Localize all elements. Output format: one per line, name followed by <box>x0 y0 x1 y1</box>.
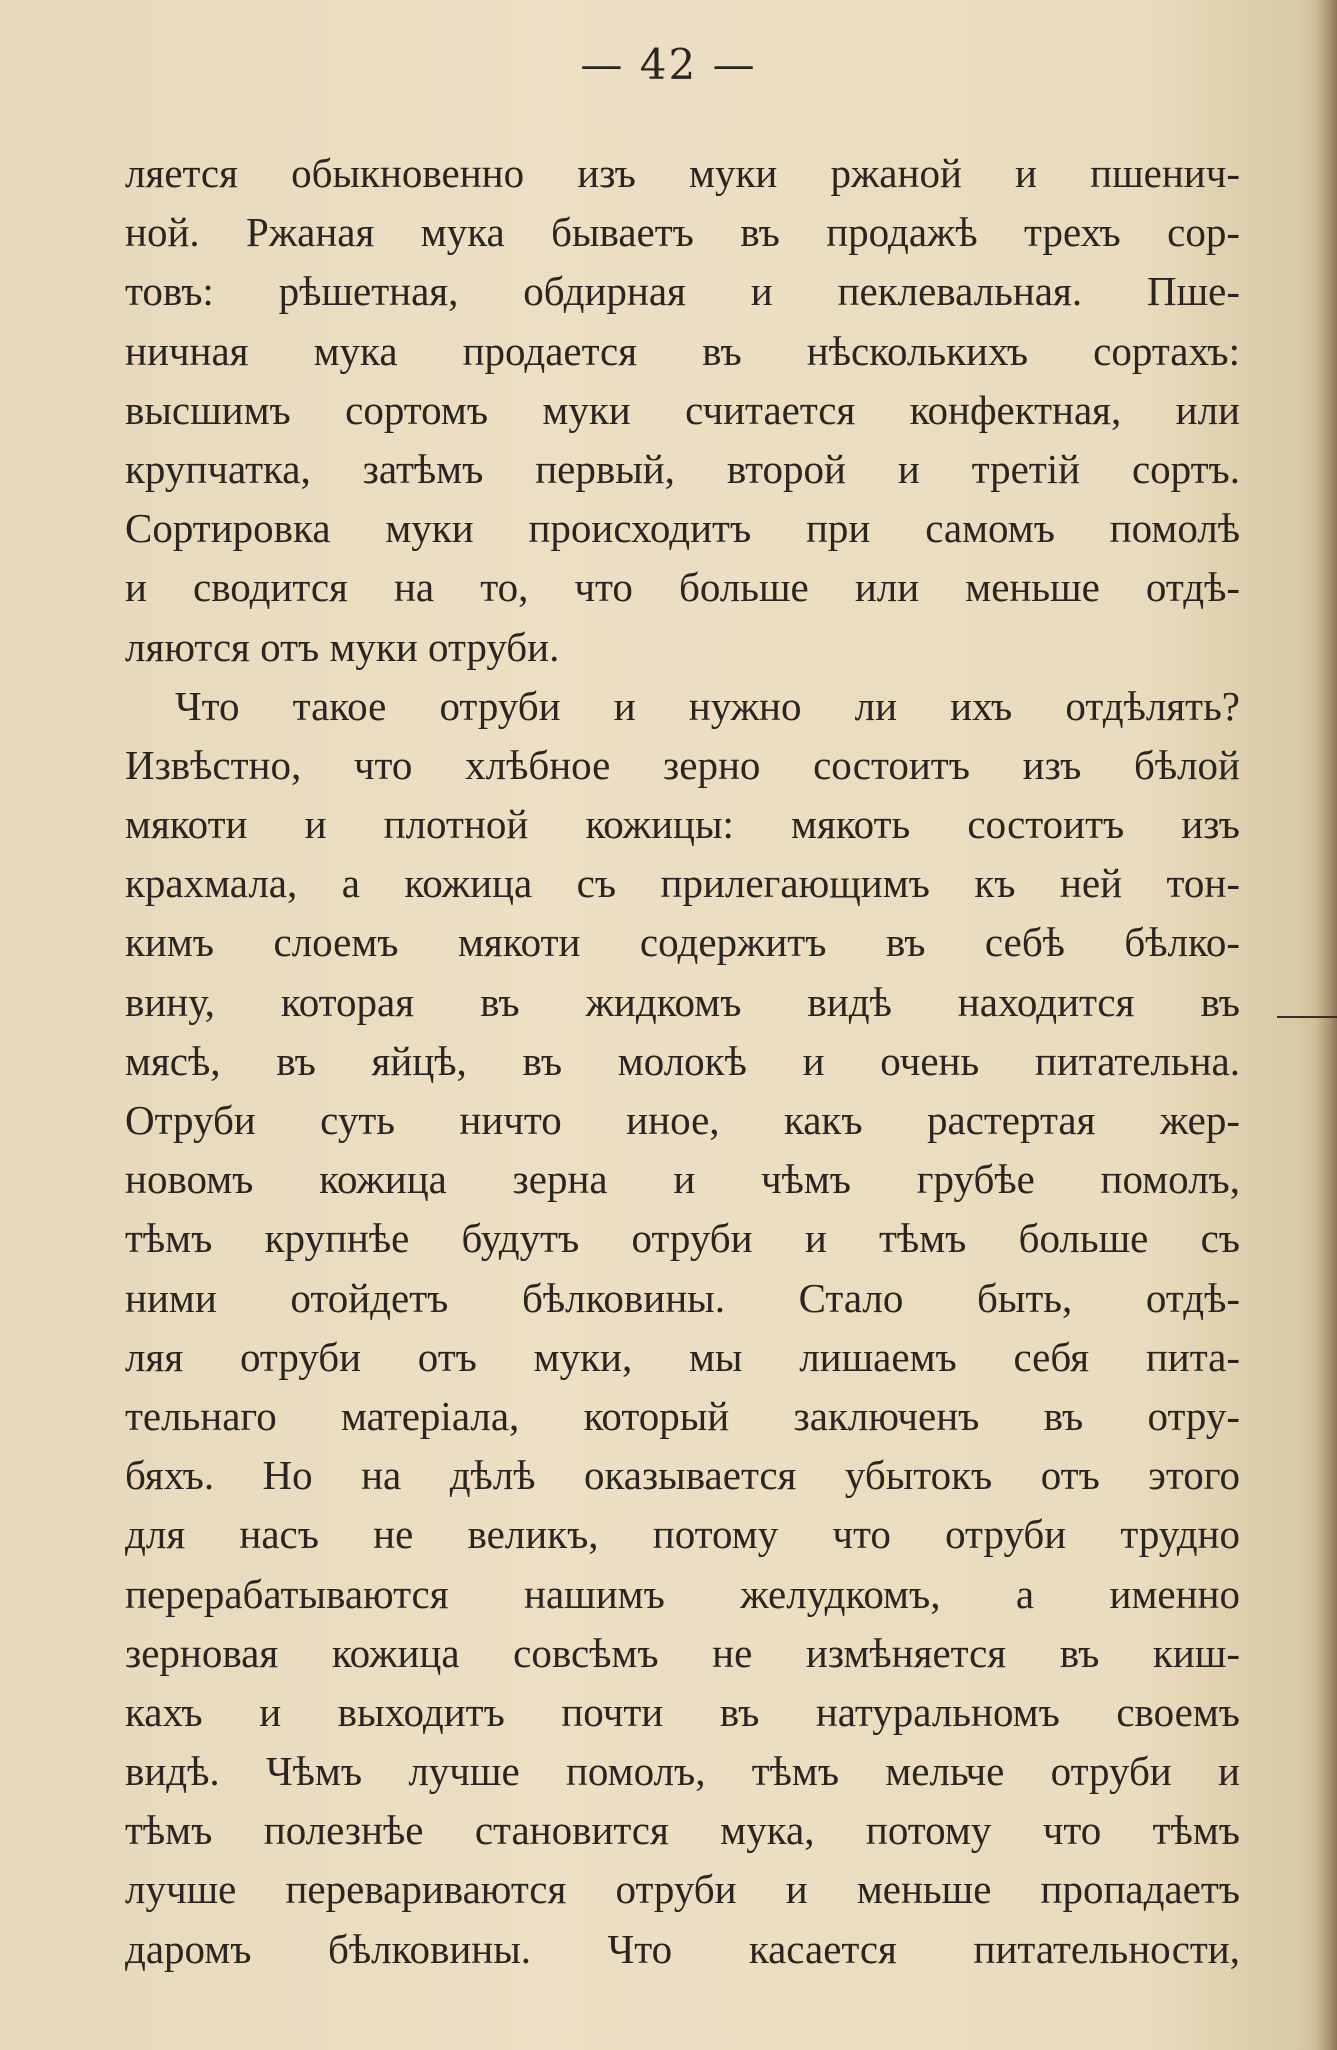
page-edge-shadow <box>1315 0 1337 2050</box>
margin-mark <box>1277 1016 1337 1018</box>
text-line: новомъ кожица зерна и чѣмъ грубѣе помолъ, <box>125 1156 1240 1203</box>
text-line: кимъ слоемъ мякоти содержитъ въ себѣ бѣлко- <box>125 919 1240 966</box>
text-line: ничная мука продается въ нѣсколькихъ сортахъ: <box>125 327 1240 374</box>
text-line: Отруби суть ничто иное, какъ растертая жер- <box>125 1097 1240 1143</box>
text-line: крахмала, а кожица съ прилегающимъ къ ней тон- <box>125 860 1240 907</box>
text-line: кахъ и выходитъ почти въ натуральномъ своемъ <box>125 1688 1240 1735</box>
page-number: — 42 — <box>580 40 757 89</box>
body-text <box>125 144 1240 1979</box>
text-line: зерновая кожица совсѣмъ не измѣняется въ киш- <box>125 1629 1240 1676</box>
text-line: тѣмъ полезнѣе становится мука, потому что тѣмъ <box>125 1807 1240 1854</box>
text-line: и сводится на то, что больше или меньше отдѣ- <box>125 564 1240 611</box>
text-line: ними отойдетъ бѣлковины. Стало быть, отдѣ- <box>125 1274 1240 1321</box>
text-line: товъ: рѣшетная, обдирная и пеклевальная. Пше- <box>125 268 1240 315</box>
text-line: ляется обыкновенно изъ муки ржаной и пшенич- <box>125 150 1240 196</box>
text-line: Извѣстно, что хлѣбное зерно состоитъ изъ бѣлой <box>125 741 1240 788</box>
text-line: для насъ не великъ, потому что отруби трудно <box>125 1511 1240 1558</box>
paragraph-start-line: Что такое отруби и нужно ли ихъ отдѣлять? <box>175 682 1240 729</box>
text-line: ной. Ржаная мука бываетъ въ продажѣ трехъ сор- <box>125 209 1240 256</box>
text-line: мякоти и плотной кожицы: мякоть состоитъ изъ <box>125 801 1240 848</box>
text-line: вину, которая въ жидкомъ видѣ находится въ <box>125 978 1240 1025</box>
text-line: Сортировка муки происходитъ при самомъ помолѣ <box>125 505 1240 552</box>
text-line: высшимъ сортомъ муки считается конфектная, или <box>125 386 1240 433</box>
text-line: видѣ. Чѣмъ лучше помолъ, тѣмъ мельче отруби и <box>125 1748 1240 1795</box>
text-line: ляя отруби отъ муки, мы лишаемъ себя пита- <box>125 1333 1240 1380</box>
text-line: перерабатываются нашимъ желудкомъ, а именно <box>125 1570 1240 1617</box>
paragraph-end-line: ляются отъ муки отруби. <box>125 623 560 670</box>
text-line: лучше перевариваются отруби и меньше пропадаетъ <box>125 1866 1240 1913</box>
text-line: мясѣ, въ яйцѣ, въ молокѣ и очень питательна. <box>125 1037 1240 1084</box>
text-line: тѣмъ крупнѣе будутъ отруби и тѣмъ больше съ <box>125 1215 1240 1262</box>
text-line: даромъ бѣлковины. Что касается питательности, <box>125 1925 1240 1972</box>
text-line: бяхъ. Но на дѣлѣ оказывается убытокъ отъ этого <box>125 1452 1240 1499</box>
text-line: тельнаго матеріала, который заключенъ въ отру- <box>125 1392 1240 1439</box>
text-line: крупчатка, затѣмъ первый, второй и третій сортъ. <box>125 445 1240 492</box>
